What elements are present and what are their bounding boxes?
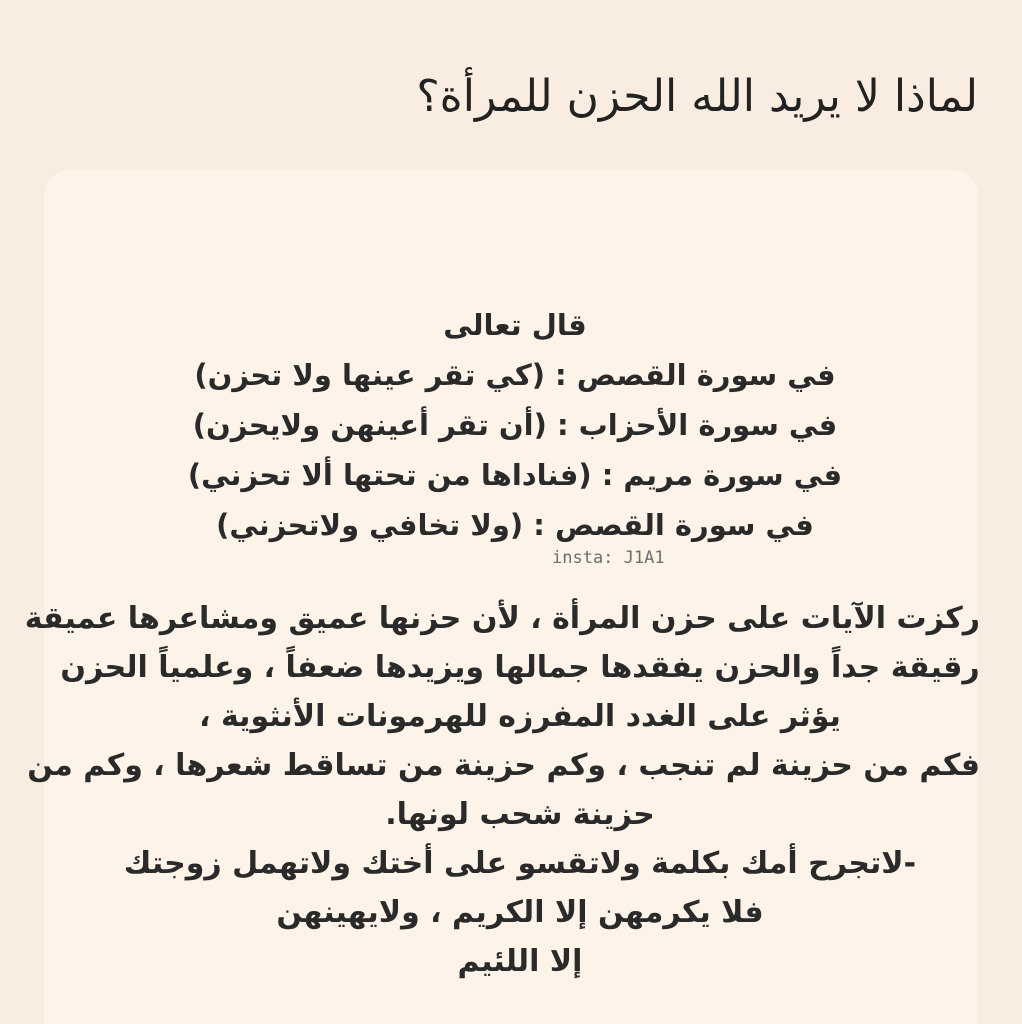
body-line: حزينة شحب لونها. xyxy=(385,797,655,832)
verses-heading: قال تعالى xyxy=(443,308,587,342)
verse-line: في سورة القصص : (ولا تخافي ولاتحزني) xyxy=(216,508,814,542)
body-paragraph xyxy=(24,594,980,986)
body-line: فلا يكرمهن إلا الكريم ، ولايهينهن xyxy=(276,895,764,930)
body-line: إلا اللئيم xyxy=(457,944,583,979)
instagram-watermark: insta: J1A1 xyxy=(552,548,665,568)
verse-line: في سورة الأحزاب : (أن تقر أعينهن ولايحزن) xyxy=(192,408,838,442)
page-title: لماذا لا يريد الله الحزن للمرأة؟ xyxy=(416,71,978,122)
body-line: -لاتجرح أمك بكلمة ولاتقسو على أختك ولاتهمل زوجتك xyxy=(123,846,917,881)
body-line: ركزت الآيات على حزن المرأة ، لأن حزنها عميق ومشاعرها عميقة xyxy=(24,601,980,636)
verses-block xyxy=(160,300,870,550)
verse-line: في سورة القصص : (كي تقر عينها ولا تحزن) xyxy=(194,358,836,392)
body-line: يؤثر على الغدد المفرزه للهرمونات الأنثوية ، xyxy=(199,699,841,734)
verse-line: في سورة مريم : (فناداها من تحتها ألا تحزني) xyxy=(187,458,843,492)
body-line: فكم من حزينة لم تنجب ، وكم حزينة من تساقط شعرها ، وكم من xyxy=(27,748,980,783)
body-line: رقيقة جداً والحزن يفقدها جمالها ويزيدها ضعفاً ، وعلمياً الحزن xyxy=(60,650,980,685)
